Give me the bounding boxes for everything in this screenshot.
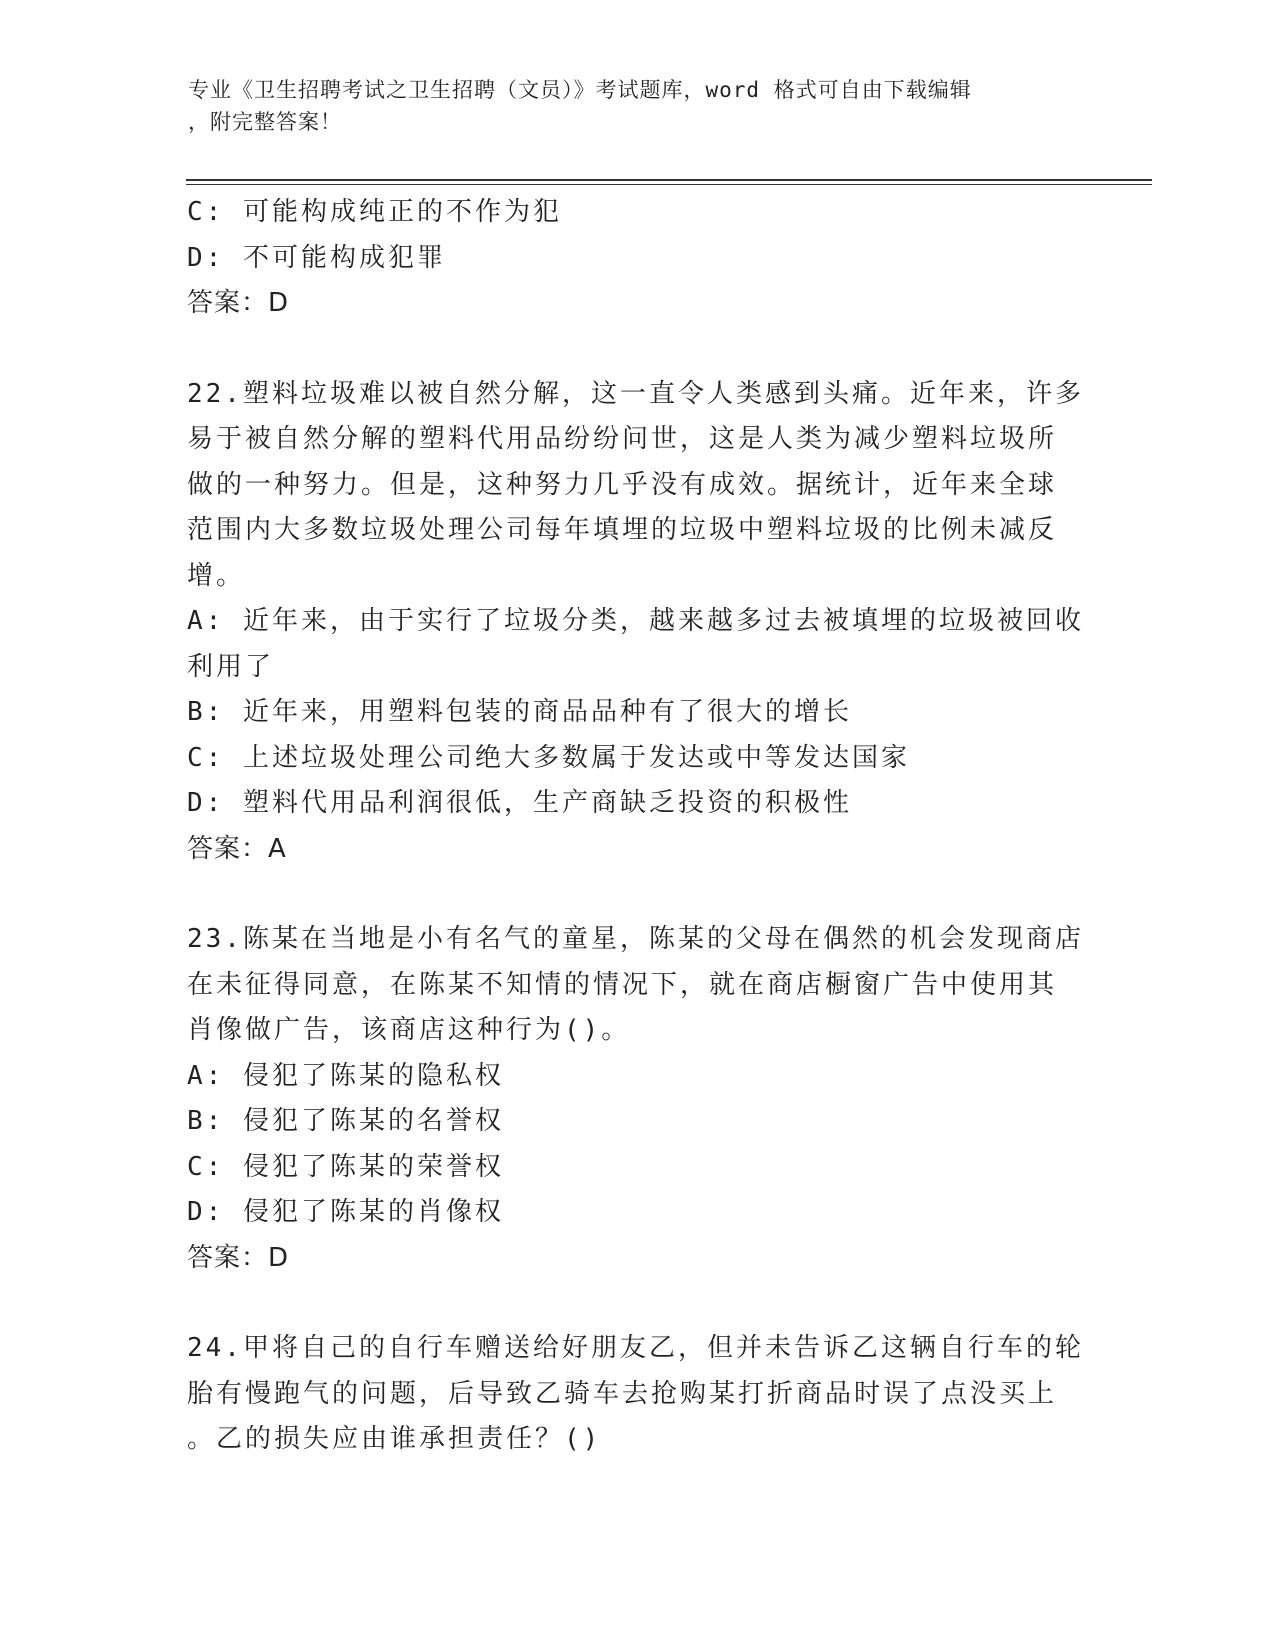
header-line-2: ，附完整答案！ bbox=[188, 110, 342, 134]
option-d: D: 塑料代用品利润很低，生产商缺乏投资的积极性 bbox=[187, 788, 852, 818]
spacer bbox=[187, 1281, 1077, 1326]
option-a-continued: 利用了 bbox=[187, 651, 275, 682]
question-stem-line: 做的一种努力。但是，这种努力几乎没有成效。据统计，近年来全球 bbox=[187, 469, 1058, 500]
option-d: D: 不可能构成犯罪 bbox=[187, 242, 446, 273]
question-stem-line: 22.塑料垃圾难以被自然分解，这一直令人类感到头痛。近年来，许多 bbox=[187, 378, 1084, 409]
question-stem-line: 胎有慢跑气的问题，后导致乙骑车去抢购某打折商品时误了点没买上 bbox=[187, 1378, 1058, 1409]
answer-line: 答案：D bbox=[187, 1242, 290, 1273]
question-21-tail bbox=[187, 190, 1077, 327]
answer-line: 答案：D bbox=[187, 288, 290, 318]
question-stem-line: 范围内大多数垃圾处理公司每年填埋的垃圾中塑料垃圾的比例未减反 bbox=[187, 515, 1058, 545]
option-b: B: 侵犯了陈某的名誉权 bbox=[187, 1106, 504, 1136]
question-stem-line: 增。 bbox=[187, 560, 246, 591]
option-b: B: 近年来，用塑料包装的商品品种有了很大的增长 bbox=[187, 697, 852, 727]
question-22 bbox=[187, 372, 1084, 873]
option-a: A: 侵犯了陈某的隐私权 bbox=[187, 1060, 504, 1091]
document-header bbox=[188, 74, 1068, 138]
answer-line: 答案：A bbox=[187, 833, 287, 864]
header-divider-thick bbox=[186, 179, 1152, 181]
spacer bbox=[187, 327, 1077, 372]
question-stem-line: 。乙的损失应由谁承担责任？() bbox=[187, 1424, 602, 1454]
question-stem-line: 23.陈某在当地是小有名气的童星，陈某的父母在偶然的机会发现商店 bbox=[187, 924, 1084, 954]
question-stem-line: 易于被自然分解的塑料代用品纷纷问世，这是人类为减少塑料垃圾所 bbox=[187, 424, 1058, 454]
spacer bbox=[187, 872, 1077, 917]
header-divider-thin bbox=[186, 184, 1152, 185]
option-c: C: 侵犯了陈某的荣誉权 bbox=[187, 1151, 504, 1182]
question-stem-line: 肖像做广告，该商店这种行为()。 bbox=[187, 1015, 631, 1045]
question-23 bbox=[187, 917, 1084, 1281]
option-d: D: 侵犯了陈某的肖像权 bbox=[187, 1197, 504, 1227]
question-24 bbox=[187, 1326, 1084, 1463]
question-content bbox=[187, 190, 1084, 1463]
question-stem-line: 24.甲将自己的自行车赠送给好朋友乙，但并未告诉乙这辆自行车的轮 bbox=[187, 1333, 1084, 1363]
header-line-1: 专业《卫生招聘考试之卫生招聘（文员）》考试题库，word 格式可自由下载编辑 bbox=[188, 78, 972, 102]
option-c: C: 上述垃圾处理公司绝大多数属于发达或中等发达国家 bbox=[187, 742, 910, 773]
question-stem-line: 在未征得同意，在陈某不知情的情况下，就在商店橱窗广告中使用其 bbox=[187, 969, 1058, 1000]
option-c: C: 可能构成纯正的不作为犯 bbox=[187, 197, 562, 227]
option-a: A: 近年来，由于实行了垃圾分类，越来越多过去被填埋的垃圾被回收 bbox=[187, 606, 1084, 636]
